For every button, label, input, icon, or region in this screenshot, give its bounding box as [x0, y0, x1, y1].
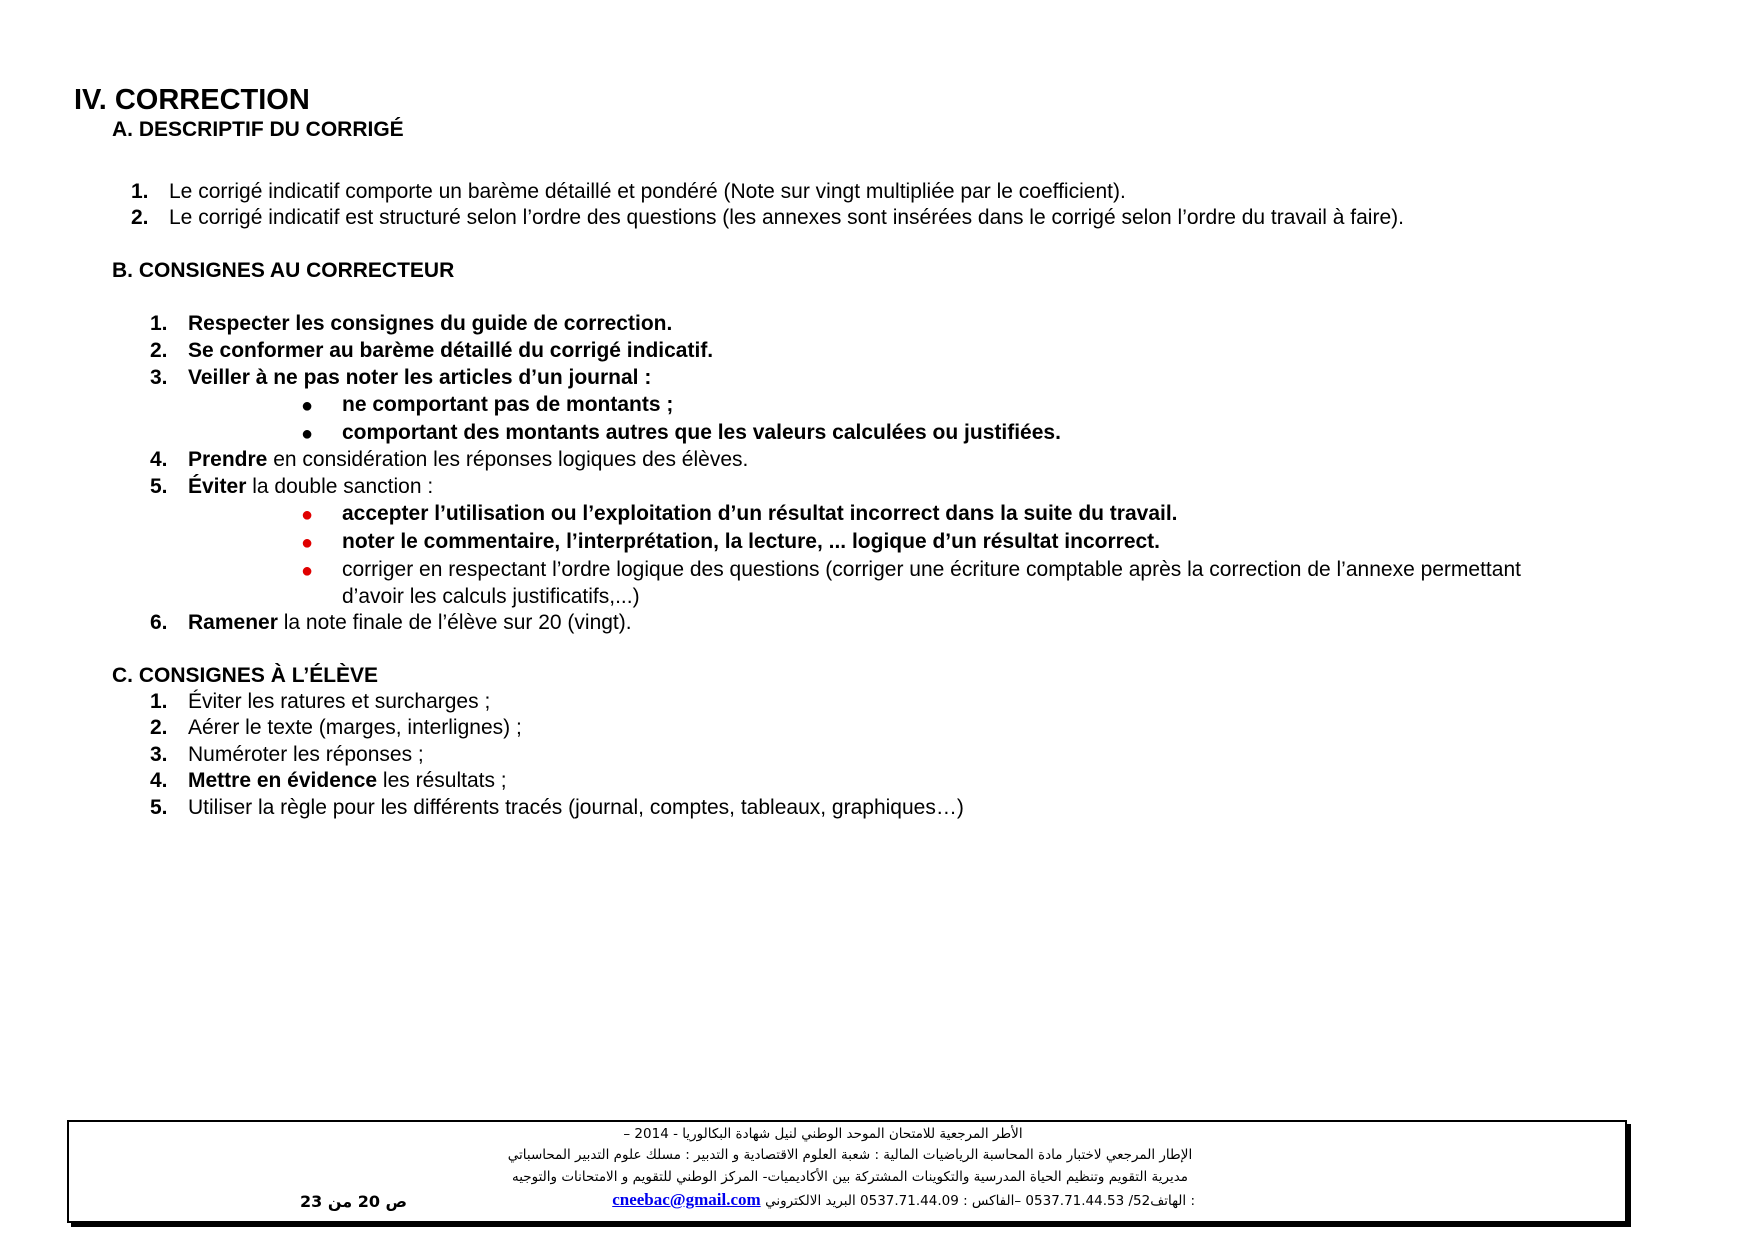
- footer-contact: الهاتف52/ 0537.71.44.53 –الفاكس : 0537.71.44.09 البريد الالكتروني :: [765, 1193, 1195, 1209]
- section-c-item-1: [150, 690, 490, 714]
- item-number: 3.: [150, 743, 168, 766]
- item-number: 3.: [150, 366, 168, 389]
- item-number: 2.: [150, 339, 168, 362]
- item-number: 1.: [150, 312, 168, 335]
- item-text: en considération les réponses logiques des élèves.: [267, 448, 749, 471]
- item-number: 5.: [150, 796, 168, 819]
- page-title: IV. CORRECTION: [74, 84, 310, 116]
- item-text: Numéroter les réponses ;: [188, 743, 424, 766]
- item-text: la double sanction :: [246, 475, 434, 498]
- footer-line-3: مديرية التقويم وتنظيم الحياة المدرسية والتكوينات المشتركة بين الأكاديميات- المركز الوطني للتقويم و الامتحانات والتوجيه: [511, 1169, 1189, 1185]
- section-a-item-1: [131, 180, 1126, 204]
- item-number: 1.: [131, 180, 149, 203]
- bullet-icon: ●: [301, 423, 314, 445]
- page-number: ص 20 من 23: [300, 1192, 408, 1211]
- bullet-text-continuation: d’avoir les calculs justificatifs,...): [342, 585, 640, 608]
- section-c-item-3: [150, 743, 424, 767]
- item-number: 4.: [150, 769, 168, 792]
- section-c-heading: C. CONSIGNES À L’ÉLÈVE: [112, 664, 379, 687]
- section-c-item-5: [150, 796, 964, 820]
- item-text: les résultats ;: [377, 769, 507, 792]
- item-number: 2.: [150, 716, 168, 739]
- section-b-item-5: [150, 475, 433, 499]
- item-bold-text: Ramener: [188, 611, 278, 634]
- item-number: 1.: [150, 690, 168, 713]
- section-b-item-6: [150, 611, 632, 635]
- bullet-icon: ●: [301, 532, 314, 554]
- item-text: la note finale de l’élève sur 20 (vingt).: [277, 611, 632, 634]
- bullet-text: comportant des montants autres que les valeurs calculées ou justifiées.: [342, 421, 1061, 444]
- item-text: Le corrigé indicatif comporte un barème détaillé et pondéré (Note sur vingt multipliée par le coefficient).: [169, 180, 1126, 203]
- item-text: Le corrigé indicatif est structuré selon l’ordre des questions (les annexes sont insérées dans le corrigé selon l’ordre du travail à faire).: [169, 206, 1404, 229]
- item-number: 6.: [150, 611, 168, 634]
- bullet-text: ne comportant pas de montants ;: [342, 393, 674, 416]
- section-a-heading: A. DESCRIPTIF DU CORRIGÉ: [112, 118, 404, 141]
- bullet-icon: ●: [301, 504, 314, 526]
- section-c-item-4: [150, 769, 507, 793]
- item-bold-text: Éviter: [188, 475, 247, 498]
- footer-contact-row: [515, 1190, 1195, 1210]
- email-link[interactable]: cneebac@gmail.com: [612, 1190, 761, 1209]
- section-c-item-2: [150, 716, 522, 740]
- section-b-item-1: [150, 312, 672, 336]
- item-text: Se conformer au barème détaillé du corrigé indicatif.: [188, 339, 714, 362]
- bullet-text: noter le commentaire, l’interprétation, la lecture, ... logique d’un résultat incorrect.: [342, 530, 1161, 553]
- item-number: 5.: [150, 475, 168, 498]
- bullet-icon: ●: [301, 395, 314, 417]
- item-bold-text: Mettre en évidence: [188, 769, 378, 792]
- footer-line-2: الإطار المرجعي لاختبار مادة المحاسبة الرياضيات المالية : شعبة العلوم الاقتصادية و التدبير : مسلك علوم التدبير المحاسباتي: [507, 1147, 1193, 1163]
- item-text: Utiliser la règle pour les différents tracés (journal, comptes, tableaux, graphiques…): [188, 796, 964, 819]
- section-b-heading: B. CONSIGNES AU CORRECTEUR: [112, 259, 455, 282]
- section-b-item-2: [150, 339, 713, 363]
- item-bold-text: Prendre: [188, 448, 268, 471]
- footer-line-1: الأطر المرجعية للامتحان الموحد الوطني لنيل شهادة البكالوريا - 2014 –: [623, 1126, 1023, 1142]
- item-number: 2.: [131, 206, 149, 229]
- item-text: Respecter les consignes du guide de correction.: [188, 312, 673, 335]
- bullet-text: corriger en respectant l’ordre logique des questions (corriger une écriture comptable après la correction de l’annexe permettant: [342, 558, 1521, 581]
- item-text: Veiller à ne pas noter les articles d’un journal :: [188, 366, 652, 389]
- bullet-text: accepter l’utilisation ou l’exploitation d’un résultat incorrect dans la suite du travail.: [342, 502, 1178, 525]
- section-b-item-3: [150, 366, 651, 390]
- section-b-item-4: [150, 448, 748, 472]
- item-text: Éviter les ratures et surcharges ;: [188, 690, 491, 713]
- item-number: 4.: [150, 448, 168, 471]
- bullet-icon: ●: [301, 560, 314, 582]
- section-a-item-2: [131, 206, 1404, 230]
- item-text: Aérer le texte (marges, interlignes) ;: [188, 716, 522, 739]
